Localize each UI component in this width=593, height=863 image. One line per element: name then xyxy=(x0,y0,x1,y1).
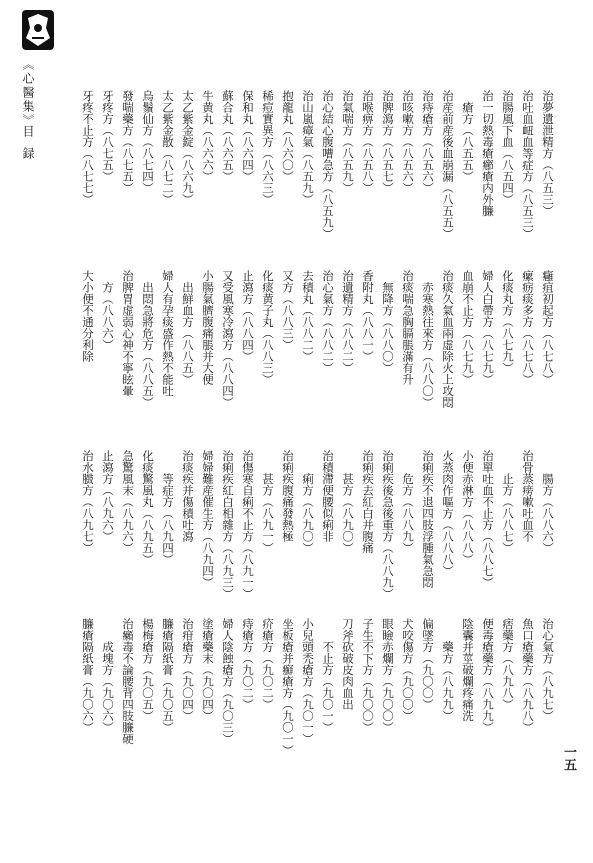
toc-entry: 坐板瘡并癬瘡方（九〇一） xyxy=(281,618,295,756)
ink-seal-logo-icon xyxy=(20,8,56,52)
toc-entry: 治痔瘡方（八五六） xyxy=(421,90,435,194)
toc-entry: 痞藥方（八九八） xyxy=(501,618,515,710)
toc-entry: 治山嵐瘴氣（八五九） xyxy=(301,90,315,205)
toc-entry: 魚口瘡藥方（八九八） xyxy=(521,618,535,733)
toc-entry: 大小便不通分利除 xyxy=(81,270,95,362)
page-number: 一五 xyxy=(561,745,576,771)
toc-entry: 楊梅瘡方（九〇五） xyxy=(141,618,155,722)
toc-entry: 治咳嗽方（八五六） xyxy=(401,90,415,194)
toc-entry: 瘡方（八五五） xyxy=(461,90,475,182)
toc-entry: 保和丸（八六四） xyxy=(241,90,255,182)
toc-entry: 治痢疾不退四肢浮腫氣急悶 xyxy=(421,450,435,588)
toc-entry: 治一切熱毒瘡癤瘡内外臁 xyxy=(481,90,495,217)
toc-entry: 瘰疬痰多方（八七八） xyxy=(521,270,535,385)
toc-entry: 治痢疾腹痛發熱極 xyxy=(281,450,295,542)
toc-entry: 藥方（八九九） xyxy=(441,618,455,722)
toc-entry: 治疳瘡方（九〇四） xyxy=(181,618,195,722)
toc-entry: 出悶急將危方（八八五） xyxy=(141,270,155,408)
toc-entry: 危方（八八九） xyxy=(401,450,415,554)
toc-entry: 治喉痹方（八五八） xyxy=(361,90,375,194)
toc-entry: 牙疼方（八七五） xyxy=(101,90,115,182)
toc-entry: 陰囊并莖破爛疼痛洗 xyxy=(461,618,475,722)
toc-entry: 治遺精方（八八二） xyxy=(341,270,355,374)
toc-entry: 出鮮血方（八八五） xyxy=(181,270,195,385)
toc-entry: 不止方（九〇一） xyxy=(321,618,335,733)
toc-entry: 止瀉方（八九六） xyxy=(101,450,115,542)
toc-entry: 又受風寒冷瀉方（八八四） xyxy=(221,270,235,408)
toc-entry: 婦婦難産催生方（八九四） xyxy=(201,450,215,588)
toc-entry: 太乙紫金散（八七二） xyxy=(161,90,175,205)
toc-entry: 火蒸肉作嘔方（八八八） xyxy=(441,450,455,577)
toc-entry: 臁瘡隔紙膏（九〇五） xyxy=(161,618,175,733)
toc-entry: 治積滯便腰似痢非 xyxy=(321,450,335,542)
toc-entry: 化痰丸方（八七九） xyxy=(501,270,515,374)
toc-entry: 刀斧砍破皮肉血出 xyxy=(341,618,355,710)
toc-entry: 又方（八八三） xyxy=(281,270,295,351)
toc-entry: 痔瘡方（九〇二） xyxy=(241,618,255,710)
toc-entry: 牙疼不止方（八七七） xyxy=(81,90,95,205)
toc-entry: 血崩不止方（八七九） xyxy=(461,270,475,385)
toc-entry: 治痢疾後急後重方（八八九） xyxy=(381,450,395,600)
toc-entry: 太乙紫金錠（八六九） xyxy=(181,90,195,205)
toc-entry: 治水臌方（八九七） xyxy=(81,450,95,554)
toc-entry: 急驚風末（八九六） xyxy=(121,450,135,554)
toc-entry: 治心氣方（八九七） xyxy=(541,618,555,722)
toc-entry: 治心氣方（八八二） xyxy=(321,270,335,374)
toc-entry: 香附丸（八八一） xyxy=(361,270,375,362)
toc-entry: 婦人陰蝕瘡方（九〇三） xyxy=(221,618,235,745)
toc-entry: 治痰疾并傷積吐瀉 xyxy=(181,450,195,542)
toc-entry: 發喘藥方（八七五） xyxy=(121,90,135,194)
toc-entry: 婦人有孕痰盛作熱不能吐 xyxy=(161,270,175,397)
toc-entry: 眼瞼赤爛方（九〇〇） xyxy=(381,618,395,733)
toc-entry: 便毒瘡藥方（八九九） xyxy=(481,618,495,733)
toc-entry: 治癩毒不論腰背四肢臁硬 xyxy=(121,618,135,745)
toc-entry: 小便赤淋方（八八八） xyxy=(461,450,475,565)
toc-entry: 成塊方（九〇六） xyxy=(101,618,115,733)
toc-entry: 方（八八六） xyxy=(101,270,115,351)
toc-entry: 治吐血衄血等症方（八五三） xyxy=(521,90,535,240)
toc-entry: 治痢疾去紅白并腹痛 xyxy=(361,450,375,554)
toc-entry: 治氣喘方（八五九） xyxy=(341,90,355,194)
toc-entry: 蘇合丸（八六五） xyxy=(221,90,235,182)
toc-entry: 治痢疾紅白相雜方（八九三） xyxy=(221,450,235,600)
toc-entry: 等症方（八九四） xyxy=(161,450,175,565)
section-title: 目録 xyxy=(21,125,35,169)
toc-entry: 治心結心腹嘈急方（八五九） xyxy=(321,90,335,240)
toc-entry: 化痰驚風丸（八九五） xyxy=(141,450,155,565)
toc-entry: 疥瘡方（九〇二） xyxy=(261,618,275,710)
toc-entry: 化痰黄子丸（八八三） xyxy=(261,270,275,385)
toc-entry: 治脾胃虚弱心神不寧眩暈 xyxy=(121,270,135,397)
toc-entry: 治痰喘急胸膈脹滿有升 xyxy=(401,270,415,385)
toc-entry: 治脾瀉方（八五七） xyxy=(381,90,395,194)
toc-entry: 止瀉方（八八四） xyxy=(241,270,255,362)
toc-entry: 治單吐血不止方（八八七） xyxy=(481,450,495,588)
toc-entry: 無降方（八八〇） xyxy=(381,270,395,374)
toc-entry: 甚方（八九一） xyxy=(261,450,275,554)
toc-entry: 抱龍丸（八六〇） xyxy=(281,90,295,182)
toc-entry: 婦人白帶方（八七九） xyxy=(481,270,495,385)
toc-entry: 治傷寒自痢不止方（八九一） xyxy=(241,450,255,600)
toc-entry: 臁瘡隔紙膏（九〇六） xyxy=(81,618,95,733)
toc-entry: 去積丸（八八二） xyxy=(301,270,315,362)
toc-entry: 腸方（八八六） xyxy=(541,450,555,554)
toc-entry: 子生不下方（九〇〇） xyxy=(361,618,375,733)
toc-entry: 治夢遺泄精方（八五三） xyxy=(541,90,555,217)
toc-entry: 小兒頭禿瘡方（九〇一） xyxy=(301,618,315,745)
toc-entry: 治骨蒸痨嗽吐血不 xyxy=(521,450,535,542)
toc-entry: 偏墜方（九〇〇） xyxy=(421,618,435,710)
toc-entry: 治痰久氣血兩虚除火上攻悶 xyxy=(441,270,455,408)
book-title: 《心醫集》 xyxy=(21,58,35,128)
toc-entry: 痢方（八九〇） xyxy=(301,450,315,554)
toc-entry: 小腸氣臍腹痛脹并大便 xyxy=(201,270,215,385)
toc-entry: 塗瘡藥末（九〇四） xyxy=(201,618,215,722)
toc-entry: 牛黄丸（八六六） xyxy=(201,90,215,182)
toc-entry: 烏鬚仙方（八七四） xyxy=(141,90,155,194)
toc-entry: 赤寒熱往來方（八八〇） xyxy=(421,270,435,408)
toc-entry: 治産前産後血崩漏（八五五） xyxy=(441,90,455,240)
toc-entry: 稀痘實異方（八六三） xyxy=(261,90,275,205)
toc-entry: 治腸風下血（八五四） xyxy=(501,90,515,205)
toc-entry: 犬咬傷方（九〇〇） xyxy=(401,618,415,722)
toc-entry: 止方（八八七） xyxy=(501,450,515,554)
toc-entry: 甚方（八九〇） xyxy=(341,450,355,554)
toc-entry: 癰疽初起方（八七八） xyxy=(541,270,555,385)
